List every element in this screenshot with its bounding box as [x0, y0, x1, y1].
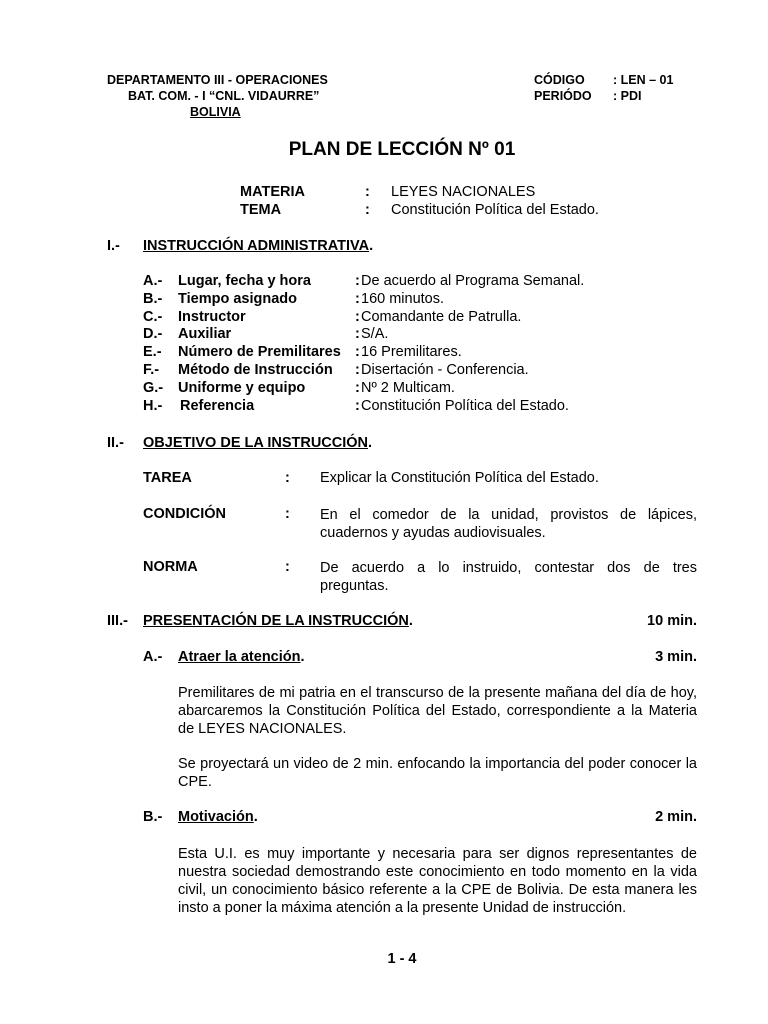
period-value: : PDI — [613, 89, 642, 103]
subsection-letter: B.- — [143, 809, 163, 825]
admin-item-letter: G.- — [143, 379, 164, 396]
admin-item-label: Lugar, fecha y hora — [178, 273, 311, 289]
admin-item-colon: : — [355, 308, 360, 325]
subsection-title-dot: . — [300, 649, 305, 665]
video-paragraph: Se proyectará un video de 2 min. enfocando la importancia del poder conocer la CPE. — [178, 756, 697, 790]
admin-item-label: Número de Premilitares — [178, 344, 341, 361]
code-value: : LEN – 01 — [613, 73, 674, 87]
admin-item-colon: : — [355, 290, 360, 307]
section-title — [143, 613, 413, 629]
subsection-title — [178, 649, 305, 665]
admin-item-value: De acuerdo al Programa Semanal. — [361, 273, 585, 289]
condicion-sep: : — [285, 506, 290, 522]
tema-value: Constitución Política del Estado. — [391, 202, 599, 218]
admin-item-letter: C.- — [143, 308, 163, 325]
admin-item-label: Uniforme y equipo — [178, 379, 306, 396]
page-number: 1 - 4 — [387, 951, 417, 967]
norma-value: De acuerdo a lo instruido, contestar dos de tres preguntas. — [320, 560, 697, 594]
admin-item-label: Referencia — [180, 397, 255, 414]
section-title — [143, 435, 372, 451]
tarea-sep: : — [285, 470, 290, 486]
condicion-label: CONDICIÓN — [143, 506, 226, 522]
tema-sep: : — [365, 202, 370, 218]
admin-item-value: Disertación - Conferencia. — [361, 362, 529, 378]
code-label: CÓDIGO — [534, 73, 585, 87]
admin-item-label: Instructor — [178, 308, 246, 325]
admin-item-value: 16 Premilitares. — [361, 344, 462, 361]
admin-item-letter: D.- — [143, 326, 163, 343]
admin-item-value: 160 minutos. — [361, 290, 445, 307]
country-line: BOLIVIA — [190, 105, 241, 119]
materia-label: MATERIA — [240, 184, 305, 200]
section-number: I.- — [107, 238, 120, 254]
subsection-title — [178, 809, 258, 825]
subsection-time: 3 min. — [655, 649, 697, 665]
admin-item-label: Método de Instrucción — [178, 362, 333, 378]
section-title-dot: . — [408, 613, 413, 629]
materia-sep: : — [365, 184, 370, 200]
materia-value: LEYES NACIONALES — [391, 184, 536, 200]
admin-item-colon: : — [355, 273, 360, 289]
department-line: DEPARTAMENTO III - OPERACIONES — [107, 73, 328, 87]
section-title-dot: . — [369, 238, 374, 254]
section-number: III.- — [107, 613, 128, 629]
subsection-title-text: Motivación — [178, 809, 254, 825]
admin-item-value: Nº 2 Multicam. — [361, 379, 455, 396]
tema-label: TEMA — [240, 202, 282, 218]
norma-sep: : — [285, 559, 290, 575]
condicion-value: En el comedor de la unidad, provistos de lápices, cuadernos y ayudas audiovisuales. — [320, 507, 697, 541]
norma-label: NORMA — [143, 559, 198, 575]
period-label: PERIÓDO — [534, 89, 592, 103]
admin-item-label: Auxiliar — [178, 326, 232, 343]
subsection-letter: A.- — [143, 649, 163, 665]
section-number: II.- — [107, 435, 124, 451]
admin-item-colon: : — [355, 397, 360, 414]
section-title — [143, 238, 373, 254]
admin-item-colon: : — [355, 344, 360, 361]
admin-item-letter: A.- — [143, 273, 163, 289]
section-title-text: PRESENTACIÓN DE LA INSTRUCCIÓN — [143, 613, 409, 629]
subsection-title-dot: . — [253, 809, 258, 825]
subsection-time: 2 min. — [655, 809, 697, 825]
section-title-text: INSTRUCCIÓN ADMINISTRATIVA — [143, 238, 370, 254]
admin-item-value: Constitución Política del Estado. — [361, 397, 569, 414]
admin-item-letter: B.- — [143, 290, 163, 307]
admin-item-letter: E.- — [143, 344, 162, 361]
subsection-title-text: Atraer la atención — [178, 649, 301, 665]
admin-item-colon: : — [355, 362, 360, 378]
page-title: PLAN DE LECCIÓN Nº 01 — [288, 139, 516, 160]
admin-item-value: S/A. — [361, 326, 389, 343]
admin-item-value: Comandante de Patrulla. — [361, 308, 522, 325]
admin-item-colon: : — [355, 379, 360, 396]
admin-item-letter: H.- — [143, 397, 163, 414]
motivation-paragraph: Esta U.I. es muy importante y necesaria para ser dignos representantes de nuestra sociedad demostrando este conocimiento en todo momento en la vida civil, un conocimiento básico referente a la CPE de Bolivia. De esta manera les insto a poner la máxima atención a la presente Unidad de instrucción. — [178, 846, 697, 916]
section-title-dot: . — [368, 435, 373, 451]
section-title-text: OBJETIVO DE LA INSTRUCCIÓN — [143, 435, 369, 451]
tarea-value: Explicar la Constitución Política del Estado. — [320, 470, 599, 486]
battalion-line: BAT. COM. - I “CNL. VIDAURRE” — [128, 89, 320, 103]
admin-item-colon: : — [355, 326, 360, 343]
admin-item-label: Tiempo asignado — [178, 290, 297, 307]
tarea-label: TAREA — [143, 470, 192, 486]
attention-paragraph: Premilitares de mi patria en el transcurso de la presente mañana del día de hoy, abarcaremos la Constitución Política del Estado, correspondiente a la Materia de LEYES NACIONALES. — [178, 685, 697, 737]
admin-item-letter: F.- — [143, 362, 160, 378]
section-time: 10 min. — [647, 613, 697, 629]
